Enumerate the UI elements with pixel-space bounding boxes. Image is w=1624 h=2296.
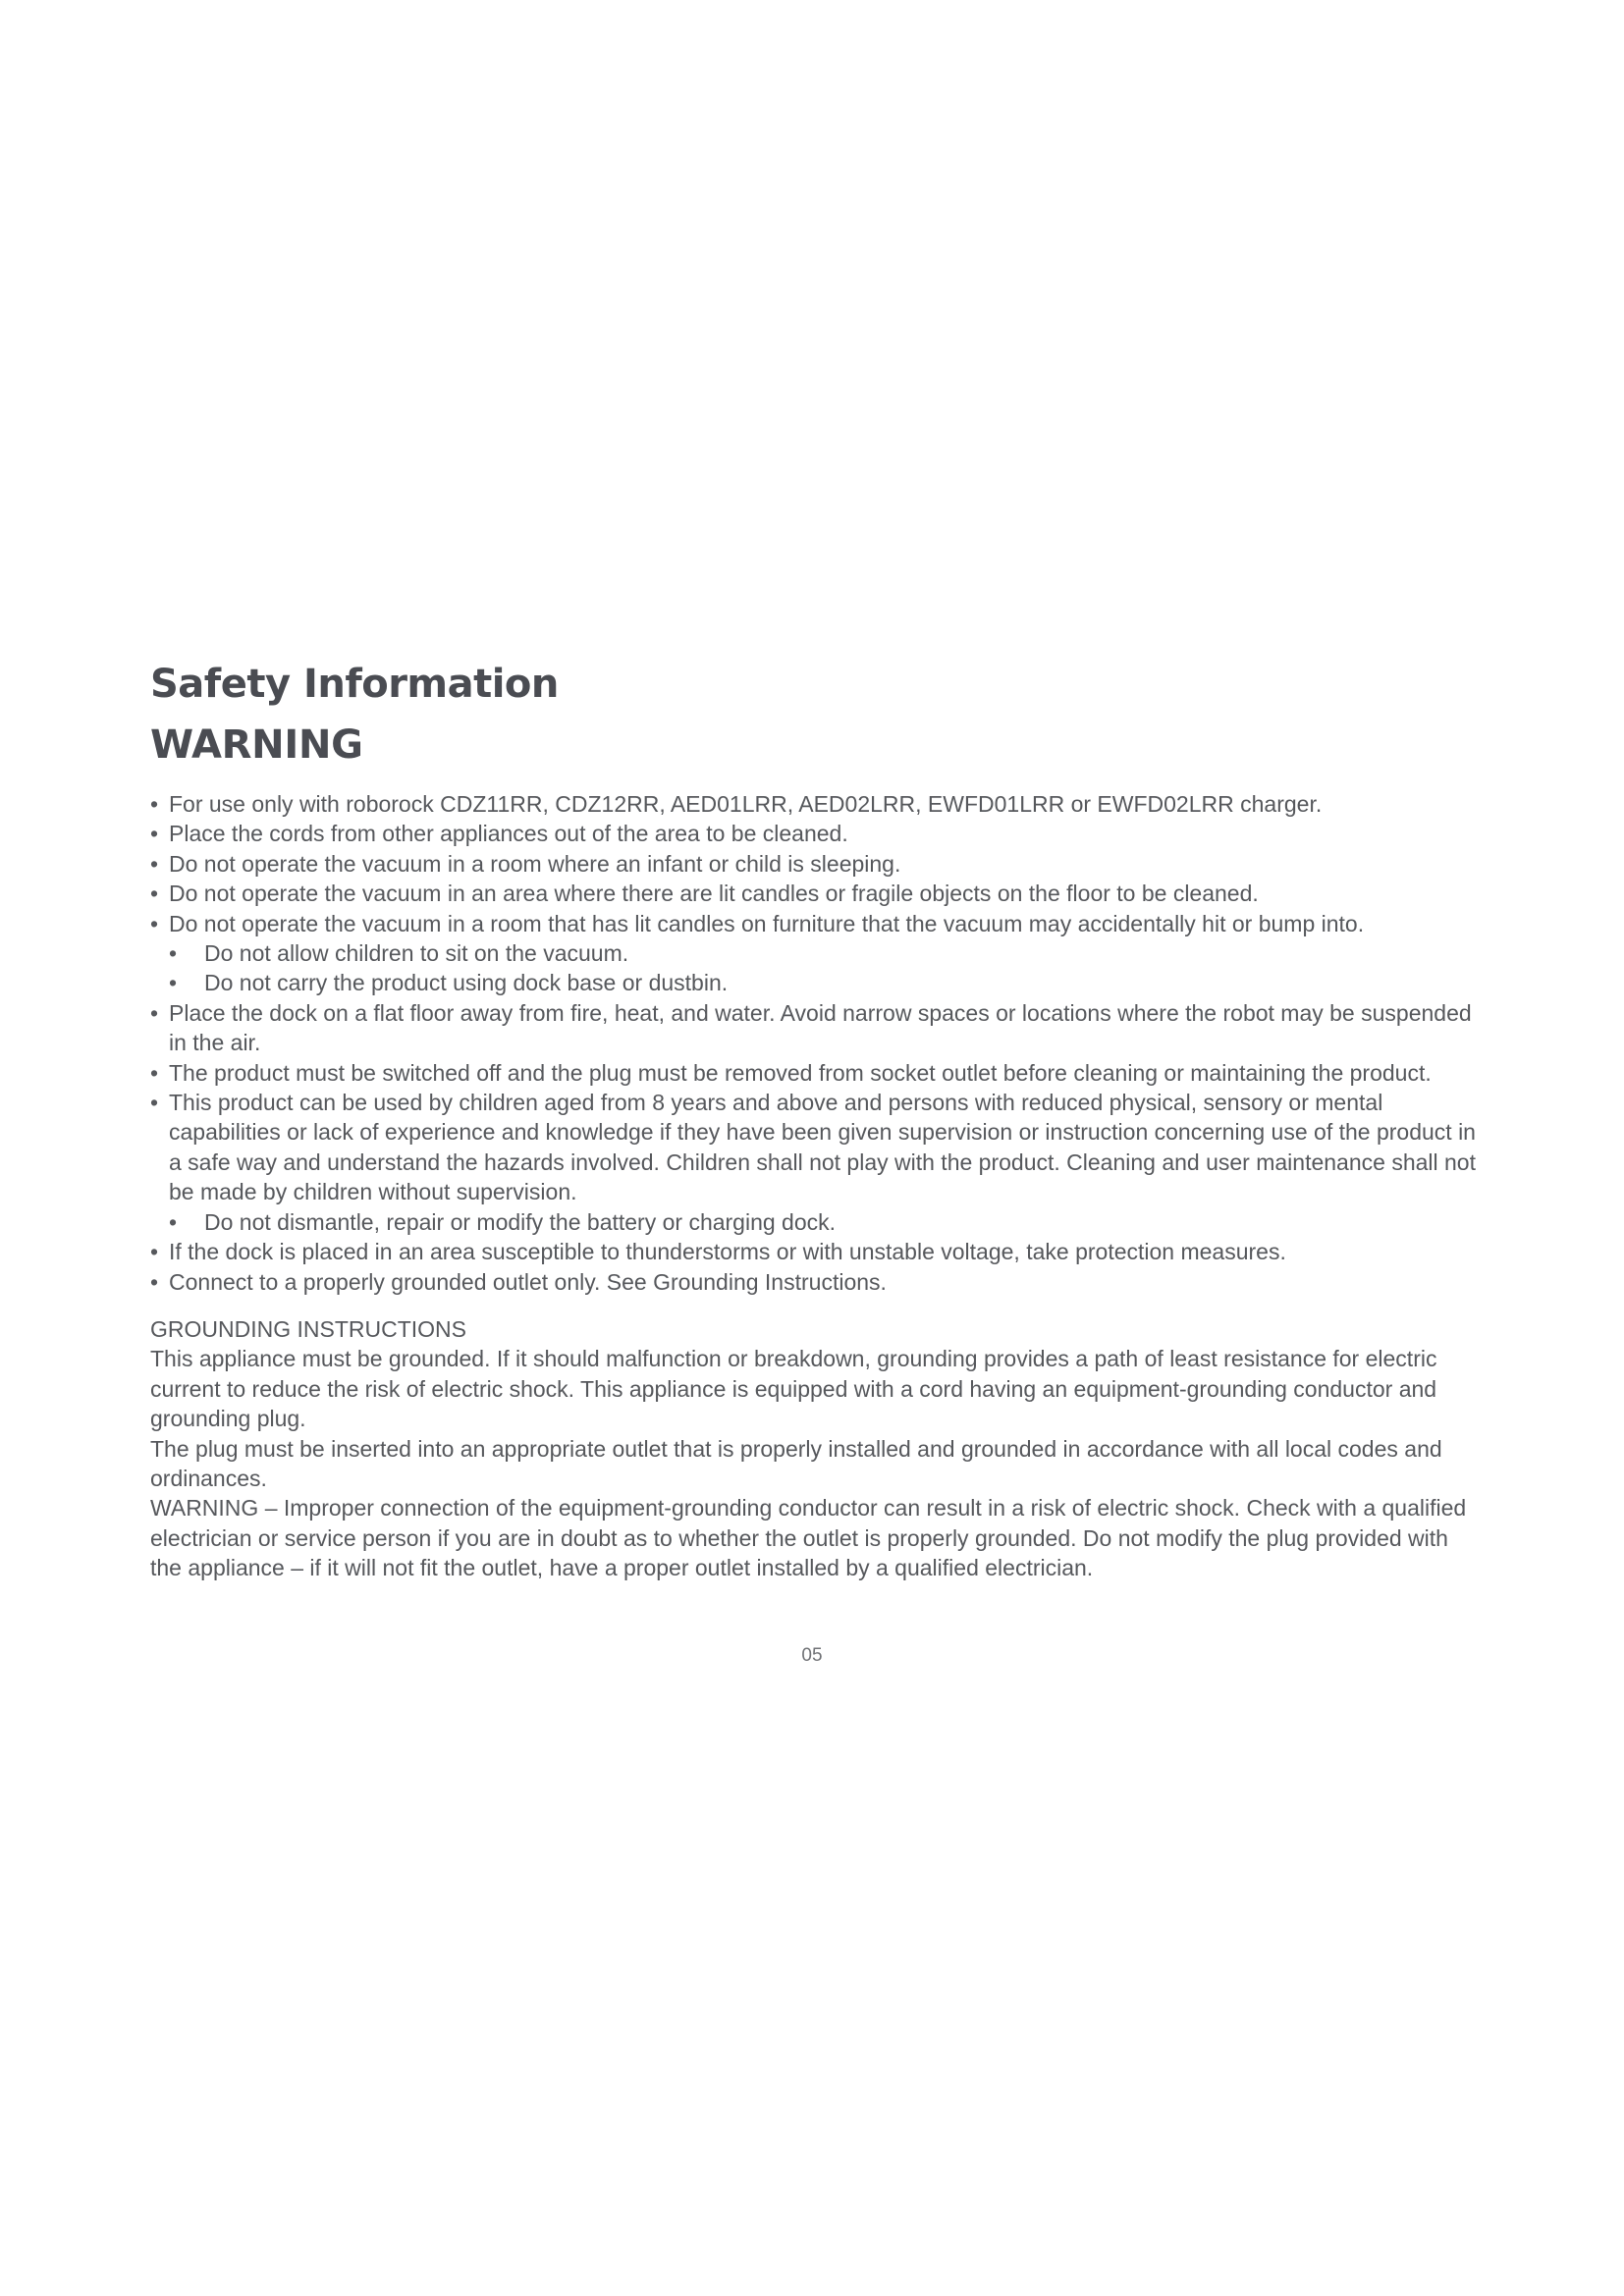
list-item-text: Do not allow children to sit on the vacuum. bbox=[204, 940, 629, 967]
list-item-text: Do not carry the product using dock base or dustbin. bbox=[204, 970, 729, 996]
bullet-icon: • bbox=[150, 1059, 159, 1086]
list-item-text: Connect to a properly grounded outlet only. See Grounding Instructions. bbox=[169, 1268, 887, 1295]
warning-list bbox=[150, 789, 1486, 1297]
grounding-section bbox=[150, 1314, 1486, 1583]
bullet-icon: • bbox=[169, 1208, 178, 1235]
bullet-icon: • bbox=[150, 881, 159, 907]
bullet-icon: • bbox=[150, 910, 159, 936]
sub-list-item bbox=[150, 938, 1486, 968]
list-item-text: Do not dismantle, repair or modify the battery or charging dock. bbox=[204, 1208, 837, 1235]
list-item bbox=[150, 879, 1486, 908]
grounding-heading: GROUNDING INSTRUCTIONS bbox=[150, 1315, 466, 1342]
list-item bbox=[150, 789, 1486, 819]
bullet-icon: • bbox=[169, 940, 178, 967]
list-item-text: Place the dock on a flat floor away from fire, heat, and water. Avoid narrow spaces or locations where the robot may be suspended in the air. bbox=[169, 999, 1472, 1056]
sub-list-item bbox=[150, 968, 1486, 997]
document-body bbox=[150, 656, 1486, 1583]
grounding-paragraph: This appliance must be grounded. If it should malfunction or breakdown, grounding provides a path of least resistance for electric current to reduce the risk of electric shock. This appliance is equipped with a cord having an equipment-grounding conductor and grounding plug. bbox=[150, 1346, 1437, 1432]
bullet-icon: • bbox=[169, 970, 178, 996]
list-item bbox=[150, 1058, 1486, 1088]
bullet-icon: • bbox=[150, 1268, 159, 1295]
bullet-icon: • bbox=[150, 791, 159, 817]
list-item-text: Place the cords from other appliances out of the area to be cleaned. bbox=[169, 821, 848, 847]
list-item-text: Do not operate the vacuum in an area where there are lit candles or fragile objects on the floor to be cleaned. bbox=[169, 881, 1259, 907]
page-title: Safety Information bbox=[150, 662, 559, 707]
list-item bbox=[150, 1088, 1486, 1207]
list-item bbox=[150, 1267, 1486, 1297]
warning-heading: WARNING bbox=[150, 722, 363, 768]
grounding-paragraph: The plug must be inserted into an appropriate outlet that is properly installed and grounded in accordance with all local codes and ordinances. bbox=[150, 1435, 1442, 1491]
list-item bbox=[150, 998, 1486, 1058]
bullet-icon: • bbox=[150, 999, 159, 1026]
list-item-text: If the dock is placed in an area susceptible to thunderstorms or with unstable voltage, take protection measures. bbox=[169, 1239, 1286, 1265]
list-item-text: Do not operate the vacuum in a room where an infant or child is sleeping. bbox=[169, 850, 901, 877]
list-item-text: Do not operate the vacuum in a room that has lit candles on furniture that the vacuum may accidentally hit or bump into. bbox=[169, 910, 1365, 936]
bullet-icon: • bbox=[150, 1090, 159, 1116]
list-item bbox=[150, 849, 1486, 879]
list-item bbox=[150, 1237, 1486, 1266]
bullet-icon: • bbox=[150, 821, 159, 847]
list-item-text: This product can be used by children aged from 8 years and above and persons with reduced physical, sensory or mental capabilities or lack of experience and knowledge if they have been given supervision or instruction concerning use of the product in a safe way and understand the hazards involved. Children shall not play with the product. Cleaning and user maintenance shall not be made by children without supervision. bbox=[169, 1090, 1476, 1205]
list-item-text: The product must be switched off and the plug must be removed from socket outlet before cleaning or maintaining the product. bbox=[169, 1059, 1432, 1086]
sub-list-item bbox=[150, 1207, 1486, 1237]
list-item-text: For use only with roborock CDZ11RR, CDZ12RR, AED01LRR, AED02LRR, EWFD01LRR or EWFD02LRR charger. bbox=[169, 791, 1323, 817]
grounding-paragraph: WARNING – Improper connection of the equipment-grounding conductor can result in a risk of electric shock. Check with a qualified electrician or service person if you are in doubt as to whether the outlet is properly grounded. Do not modify the plug provided with the appliance – if it will not fit the outlet, have a proper outlet installed by a qualified electrician. bbox=[150, 1495, 1467, 1581]
list-item bbox=[150, 819, 1486, 848]
bullet-icon: • bbox=[150, 1239, 159, 1265]
list-item bbox=[150, 909, 1486, 938]
page-number: 05 bbox=[801, 1645, 823, 1666]
bullet-icon: • bbox=[150, 850, 159, 877]
